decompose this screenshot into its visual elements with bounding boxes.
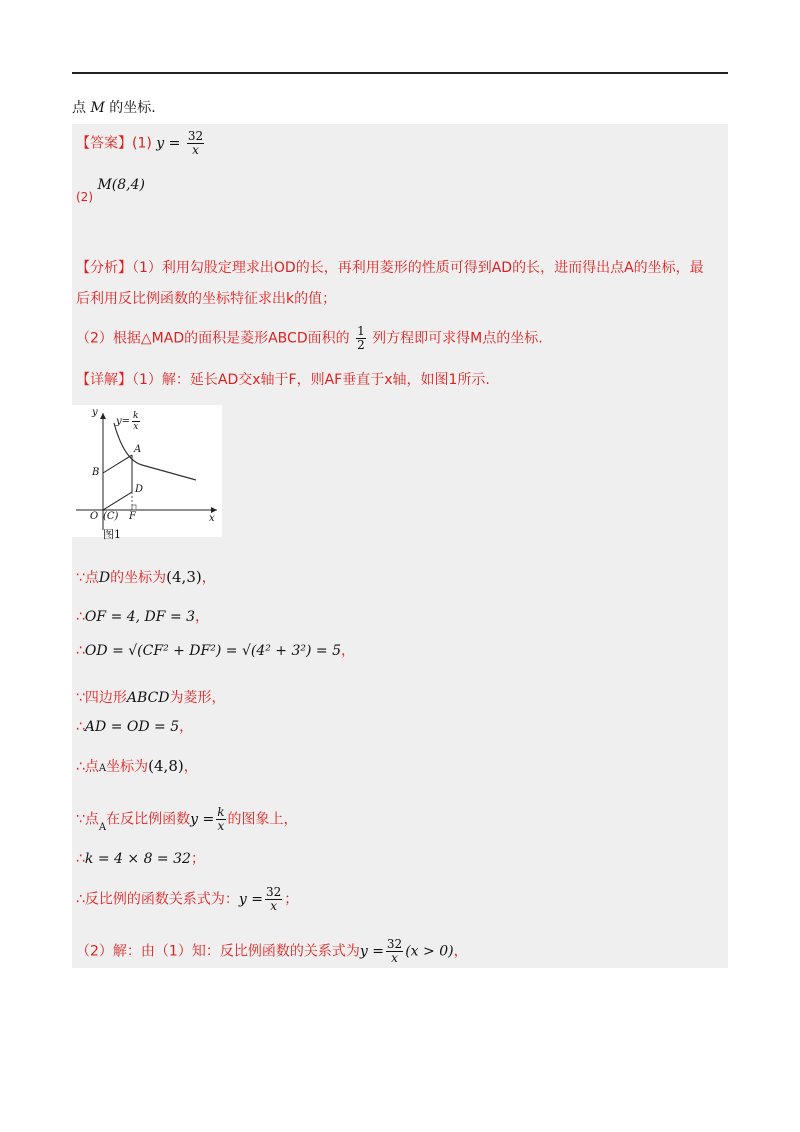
header-rule (72, 72, 728, 74)
segment-AB (103, 455, 132, 473)
answer-part1: 【答案】(1) y = $\frac{32}{x}$ (76, 129, 204, 157)
fraction: $\frac{1}{2}$ (357, 324, 365, 352)
detail-step-10: （2）解：由（1）知：反比例函数的关系式为y = $\frac{32}{x}$ (x > 0)， (76, 937, 468, 965)
solution-box (72, 124, 728, 968)
label-D: D (135, 484, 144, 495)
detail-step-9: ∴反比例的函数关系式为：y = $\frac{32}{x}$ ； (76, 885, 299, 913)
analysis-line-2: 后利用反比例函数的坐标特征求出k的值； (76, 291, 337, 307)
detail-step-4: ∵四边形ABCD为菱形， (76, 690, 226, 706)
fraction: $\frac{32}{x}$ (187, 129, 204, 157)
detail-step-1: ∵点D的坐标为(4,3)， (76, 568, 216, 586)
y-axis-arrow (100, 413, 106, 419)
label-func: y= $\frac{k}{x}$ (116, 411, 139, 432)
label-O: O (90, 511, 99, 522)
segment-CD (103, 492, 132, 510)
intro-line: 点 M 的坐标. (72, 100, 156, 116)
analysis-line-1: 【分析】（1）利用勾股定理求出OD的长，再利用菱形的性质可得到AD的长，进而得出点A的坐标，最 (76, 260, 704, 276)
analysis-line-3: （2）根据△MAD的面积是菱形ABCD面积的 $\frac{1}{2}$ 列方程即可求得M点的坐标. (76, 324, 543, 352)
figure-1 (72, 405, 222, 537)
detail-line-1: 【详解】（1）解：延长AD交x轴于F，则AF垂直于x轴，如图1所示. (76, 372, 490, 388)
label-A: A (134, 444, 142, 455)
detail-step-5: ∴AD = OD = 5， (76, 719, 194, 735)
detail-step-3: ∴OD = √(CF² + DF²) = √(4² + 3²) = 5， (76, 643, 356, 659)
label-x: x (209, 513, 215, 524)
detail-step-2: ∴OF = 4, DF = 3， (76, 609, 210, 625)
label-B: B (92, 467, 100, 478)
label-F: F (129, 511, 136, 522)
detail-step-7: ∵点$_A$在反比例函数y = $\frac{k}{x}$ 的图象上， (76, 805, 298, 833)
figure-caption: 图1 (103, 528, 121, 541)
detail-step-8: ∴k = 4 × 8 = 32； (76, 851, 205, 867)
right-angle-mark (132, 505, 136, 510)
label-C: (C) (103, 511, 119, 522)
answer-part2: (2) M(8,4) (76, 177, 145, 204)
detail-step-6: ∴点A坐标为(4,8)， (76, 757, 198, 775)
label-y: y (92, 407, 98, 418)
